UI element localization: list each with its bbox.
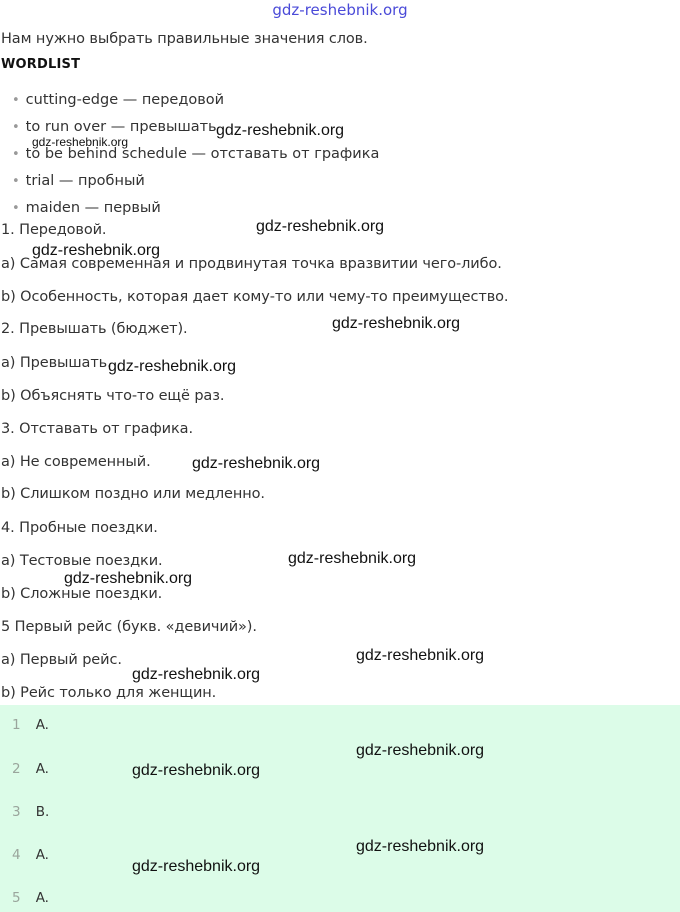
question-title: 1. Передовой. — [1, 222, 107, 238]
wordlist-item-text: trial — пробный — [25, 173, 145, 189]
wordlist-item — [12, 119, 217, 135]
watermark: gdz-reshebnik.org — [32, 135, 129, 149]
answer-value: A. — [35, 890, 49, 906]
answer-value: A. — [35, 761, 49, 777]
wordlist-item-text: cutting-edge — передовой — [25, 92, 225, 108]
watermark: gdz-reshebnik.org — [356, 647, 485, 664]
wordlist-title: WORDLIST — [1, 57, 81, 72]
answer-number: 1 — [12, 717, 21, 733]
answer-value: A. — [35, 717, 49, 733]
answer-row — [12, 758, 49, 777]
watermark: gdz-reshebnik.org — [332, 315, 461, 332]
option-a: a) Не современный. — [1, 454, 151, 470]
answer-number: 3 — [12, 804, 21, 820]
option-b: b) Объяснять что-то ещё раз. — [1, 388, 225, 404]
option-b: b) Рейс только для женщин. — [1, 685, 217, 701]
answer-row — [12, 801, 49, 820]
watermark: gdz-reshebnik.org — [256, 218, 385, 235]
wordlist-item — [12, 173, 145, 189]
option-b: b) Слишком поздно или медленно. — [1, 486, 265, 502]
watermark: gdz-reshebnik.org — [32, 242, 161, 259]
bullet-icon: • — [12, 201, 20, 216]
bullet-icon: • — [12, 174, 20, 189]
answers-block — [0, 705, 680, 912]
watermark: gdz-reshebnik.org — [64, 570, 193, 587]
bullet-icon: • — [12, 120, 20, 135]
wordlist-item — [12, 92, 224, 108]
answer-value: B. — [35, 804, 50, 820]
intro-text: Нам нужно выбрать правильные значения слов. — [1, 31, 368, 47]
question-title: 2. Превышать (бюджет). — [1, 321, 188, 337]
watermark: gdz-reshebnik.org — [132, 666, 261, 683]
answer-row — [12, 844, 49, 863]
bullet-icon: • — [12, 93, 20, 108]
option-a: a) Первый рейс. — [1, 652, 122, 668]
answer-number: 4 — [12, 847, 21, 863]
watermark: gdz-reshebnik.org — [356, 742, 485, 759]
wordlist-item-text: to run over — превышать — [25, 119, 217, 135]
watermark: gdz-reshebnik.org — [288, 550, 417, 567]
option-a: a) Тестовые поездки. — [1, 553, 163, 569]
watermark: gdz-reshebnik.org — [132, 762, 261, 779]
watermark: gdz-reshebnik.org — [356, 838, 485, 855]
answer-value: A. — [35, 847, 49, 863]
option-a: a) Самая современная и продвинутая точка вразвитии чего-либо. — [1, 256, 502, 272]
wordlist-item — [12, 200, 161, 216]
watermark: gdz-reshebnik.org — [216, 122, 345, 139]
watermark: gdz-reshebnik.org — [192, 455, 321, 472]
watermark: gdz-reshebnik.org — [132, 858, 261, 875]
question-title: 3. Отставать от графика. — [1, 421, 193, 437]
option-b: b) Особенность, которая дает кому-то или чему-то преимущество. — [1, 289, 509, 305]
answer-number: 5 — [12, 890, 21, 906]
bullet-icon: • — [12, 147, 20, 162]
answer-row — [12, 887, 49, 906]
answer-number: 2 — [12, 761, 21, 777]
watermark: gdz-reshebnik.org — [108, 358, 237, 375]
option-a: a) Превышать. — [1, 355, 112, 371]
question-title: 4. Пробные поездки. — [1, 520, 158, 536]
answer-row — [12, 714, 49, 733]
wordlist-item-text: to be behind schedule — отставать от графика — [25, 146, 380, 162]
site-header[interactable]: gdz-reshebnik.org — [272, 1, 408, 19]
question-title: 5 Первый рейс (букв. «девичий»). — [1, 619, 257, 635]
wordlist-item-text: maiden — первый — [25, 200, 161, 216]
option-b: b) Сложные поездки. — [1, 586, 163, 602]
